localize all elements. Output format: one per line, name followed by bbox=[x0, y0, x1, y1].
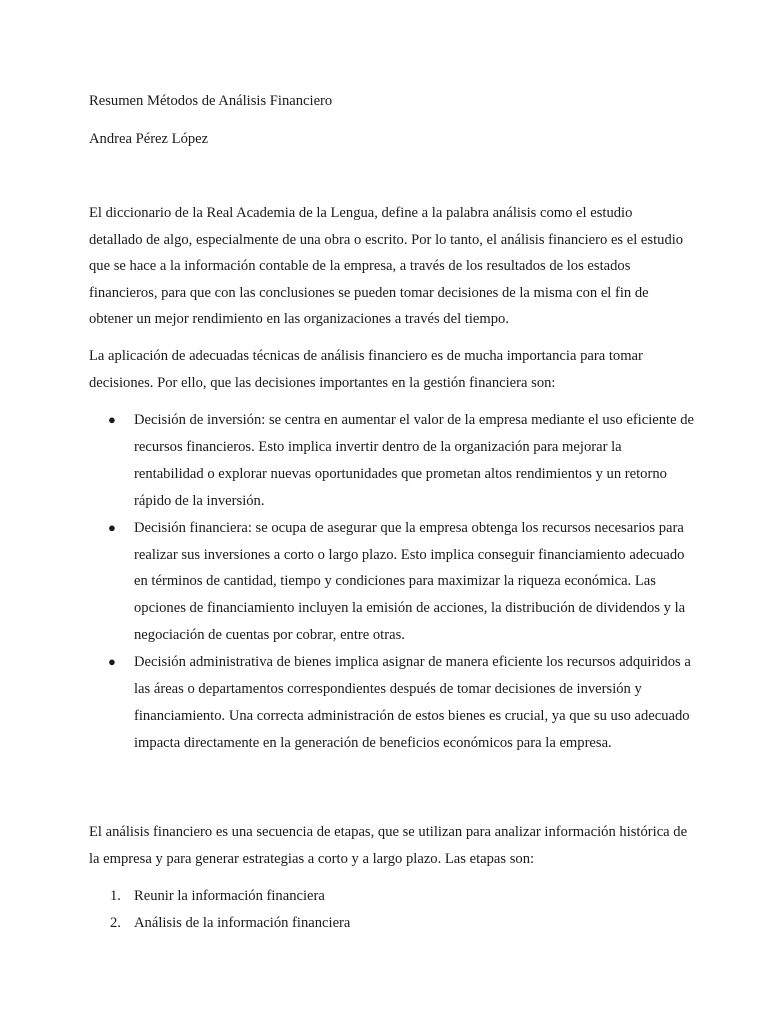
bullet-text-financing: Decisión financiera: se ocupa de asegurar que la empresa obtenga los recursos necesarios para realizar sus inversiones a corto o largo plazo. Esto implica conseguir financiamiento adecuado en términos de cantidad, tiempo y condiciones para maximizar la riqueza económica. Las opciones de financiamiento incluyen la emisión de acciones, la distribución de dividendos y la negociación de cuentas por cobrar, entre otras. bbox=[134, 519, 686, 644]
step-text: Análisis de la información financiera bbox=[134, 914, 351, 931]
list-item bbox=[108, 515, 694, 650]
stages-numbered-list bbox=[110, 883, 694, 937]
list-item bbox=[110, 883, 694, 910]
bullet-text-administration: Decisión administrativa de bienes implica asignar de manera eficiente los recursos adquiridos a las áreas o departamentos correspondientes después de tomar decisiones de inversión y financiamiento. Una correcta administración de estos bienes es crucial, ya que su uso adecuado impacta directamente en la generación de beneficios económicos para la empresa. bbox=[134, 654, 691, 751]
step-number: 1. bbox=[110, 888, 121, 904]
bullet-icon: ● bbox=[108, 519, 116, 535]
bullet-text-investment: Decisión de inversión: se centra en aumentar el valor de la empresa mediante el uso eficiente de recursos financieros. Esto implica invertir dentro de la organización para mejorar la rentabilidad o explorar nuevas oportunidades que prometan altos rendimientos y un retorno rápido de la inversión. bbox=[134, 412, 694, 509]
list-item bbox=[108, 649, 694, 757]
paragraph-stages: El análisis financiero es una secuencia de etapas, que se utilizan para analizar información histórica de la empresa y para generar estrategias a corto y a largo plazo. Las etapas son: bbox=[89, 824, 688, 867]
step-number: 2. bbox=[110, 914, 121, 931]
document-author: Andrea Pérez López bbox=[89, 131, 209, 147]
bullet-icon: ● bbox=[108, 654, 116, 670]
paragraph-definition: El diccionario de la Real Academia de la Lengua, define a la palabra análisis como el estudio detallado de algo, especialmente de una obra o escrito. Por lo tanto, el análisis financiero es el estudio que se hace a la información contable de la empresa, a través de los resultados de los estados financieros, para que con las conclusiones se pueden tomar decisiones de la misma con el fin de obtener un mejor rendimiento en las organizaciones a través del tiempo. bbox=[89, 205, 684, 328]
document-title: Resumen Métodos de Análisis Financiero bbox=[89, 93, 333, 109]
bullet-icon: ● bbox=[108, 412, 116, 427]
decision-bullet-list bbox=[108, 407, 694, 757]
list-item bbox=[108, 407, 694, 515]
paragraph-techniques: La aplicación de adecuadas técnicas de análisis financiero es de mucha importancia para tomar decisiones. Por ello, que las decisiones importantes en la gestión financiera son: bbox=[89, 348, 643, 391]
list-item bbox=[110, 910, 694, 937]
step-text: Reunir la información financiera bbox=[134, 888, 325, 904]
